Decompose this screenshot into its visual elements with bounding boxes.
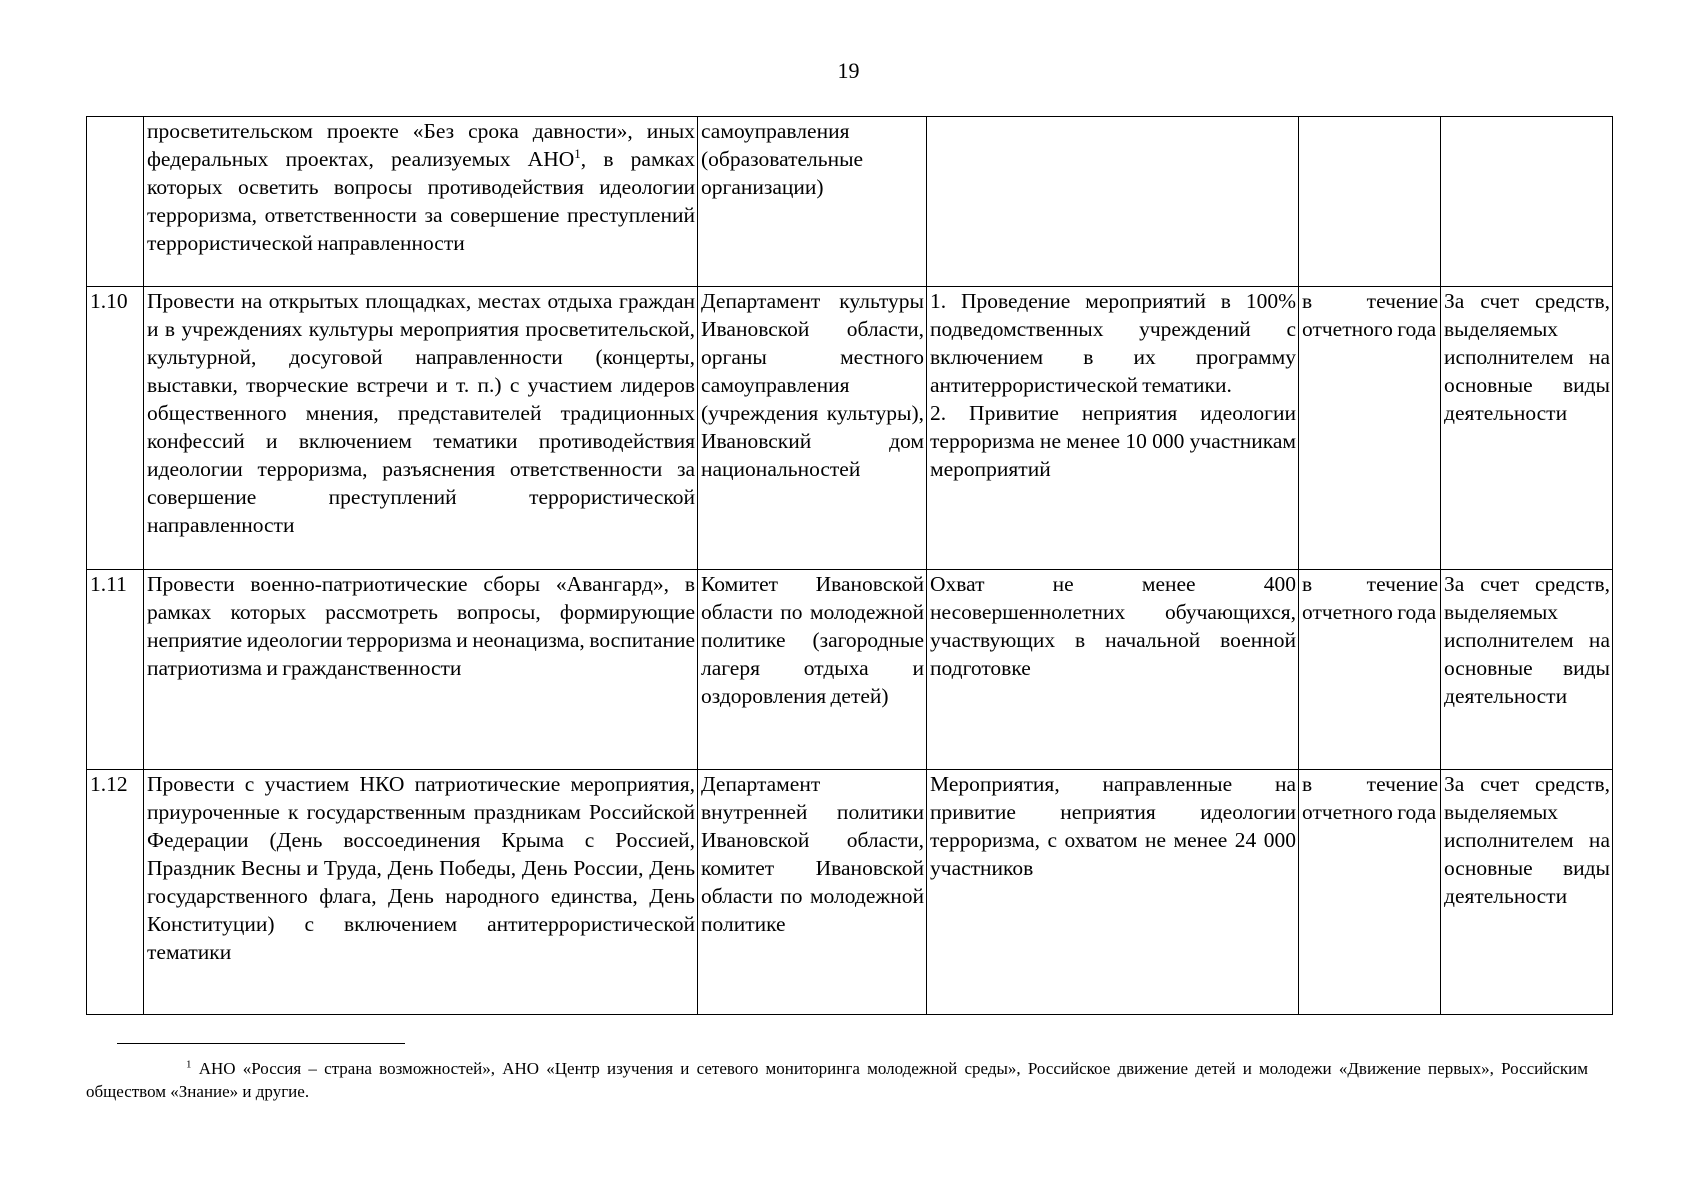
term-cell: в течение отчетного года <box>1299 570 1441 770</box>
table-row <box>87 287 1613 570</box>
row-number: 1.11 <box>87 570 144 770</box>
measures-table <box>86 116 1613 1015</box>
result-cell <box>927 287 1299 570</box>
executor-cell: Департамент внутренней политики Ивановской области, комитет Ивановской области по молодежной политике <box>698 770 927 1015</box>
footnote-reference: 1 <box>574 145 581 161</box>
row-number: 1.10 <box>87 287 144 570</box>
table-row <box>87 117 1613 287</box>
result-cell: Мероприятия, направленные на привитие неприятия идеологии терроризма, с охватом не менее 24 000 участников <box>927 770 1299 1015</box>
row-number <box>87 117 144 287</box>
term-cell: в течение отчетного года <box>1299 287 1441 570</box>
action-text-continued: , в рамках которых осветить вопросы противодействия идеологии терроризма, ответственности за совершение преступлений террористической направленности <box>147 147 695 255</box>
action-cell: Провести с участием НКО патриотические мероприятия, приуроченные к государственным праздникам Российской Федерации (День воссоединения Крыма с Россией, Праздник Весны и Труда, День Победы, День России, День государственного флага, День народного единства, День Конституции) с включением антитеррористической тематики <box>144 770 698 1015</box>
result-item: 1. Проведение мероприятий в 100% подведомственных учреждений с включением в их программу антитеррористической тематики. <box>930 289 1296 397</box>
executor-cell: Департамент культуры Ивановской области, органы местного самоуправления (учреждения культуры), Ивановский дом национальностей <box>698 287 927 570</box>
action-cell <box>144 117 698 287</box>
action-text: просветительском проекте «Без срока давности», иных федеральных проектах, реализуемых АНО <box>147 119 695 171</box>
executor-cell: Комитет Ивановской области по молодежной политике (загородные лагеря отдыха и оздоровления детей) <box>698 570 927 770</box>
footnote <box>86 1057 1588 1103</box>
action-cell: Провести военно-патриотические сборы «Авангард», в рамках которых рассмотреть вопросы, формирующие неприятие идеологии терроризма и неонацизма, воспитание патриотизма и гражданственности <box>144 570 698 770</box>
term-cell <box>1299 117 1441 287</box>
action-cell: Провести на открытых площадках, местах отдыха граждан и в учреждениях культуры мероприятия просветительской, культурной, досуговой направленности (концерты, выставки, творческие встречи и т. п.) с участием лидеров общественного мнения, представителей традиционных конфессий и включением тематики противодействия идеологии терроризма, разъяснения ответственности за совершение преступлений террористической направленности <box>144 287 698 570</box>
executor-cell: самоуправления (образовательные организации) <box>698 117 927 287</box>
funding-cell: За счет средств, выделяемых исполнителем на основные виды деятельности <box>1441 287 1613 570</box>
term-cell: в течение отчетного года <box>1299 770 1441 1015</box>
funding-cell: За счет средств, выделяемых исполнителем на основные виды деятельности <box>1441 770 1613 1015</box>
result-cell: Охват не менее 400 несовершеннолетних обучающихся, участвующих в начальной военной подготовке <box>927 570 1299 770</box>
footnote-mark: 1 <box>186 1058 192 1071</box>
funding-cell <box>1441 117 1613 287</box>
result-cell <box>927 117 1299 287</box>
footnote-divider <box>117 1043 405 1044</box>
page-number: 19 <box>837 58 860 83</box>
row-number: 1.12 <box>87 770 144 1015</box>
table-row <box>87 770 1613 1015</box>
footnote-text: АНО «Россия – страна возможностей», АНО «Центр изучения и сетевого мониторинга молодежной среды», Российское движение детей и молодежи «Движение первых», Российским обществом «Знание» и другие. <box>86 1059 1588 1101</box>
table-row <box>87 570 1613 770</box>
funding-cell: За счет средств, выделяемых исполнителем на основные виды деятельности <box>1441 570 1613 770</box>
result-item: 2. Привитие неприятия идеологии терроризма не менее 10 000 участникам мероприятий <box>930 401 1296 481</box>
